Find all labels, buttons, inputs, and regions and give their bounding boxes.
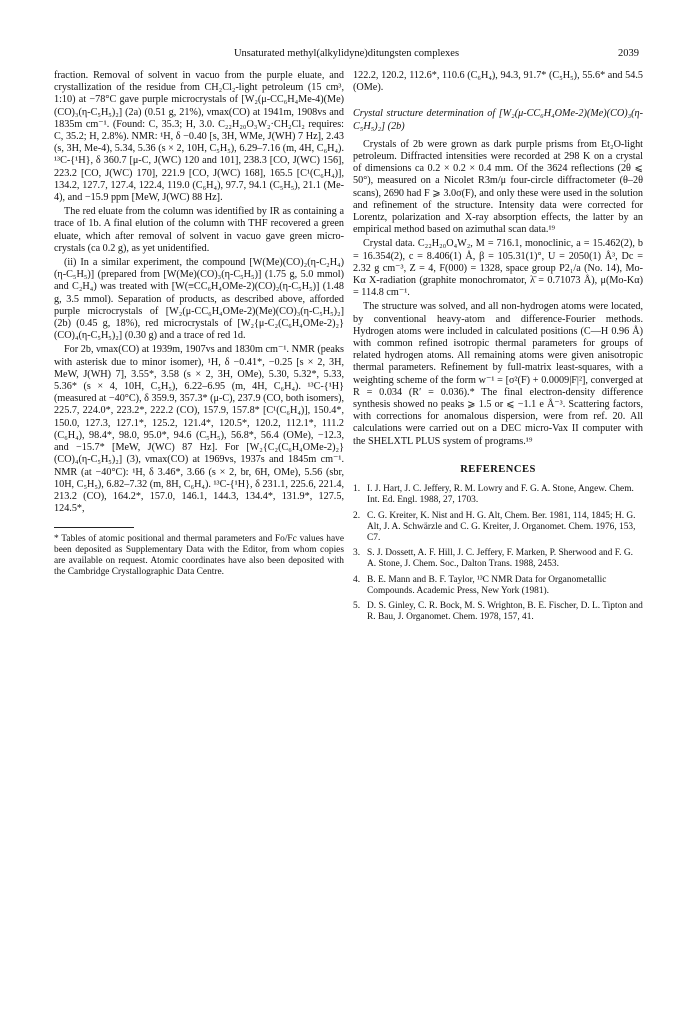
reference-item <box>353 575 643 597</box>
reference-item <box>353 548 643 570</box>
body-paragraph: (ii) In a similar experiment, the compound [W(Me)(CO)₂(η-C₂H₄)(η-C₅H₅)] (prepared from [W(Me)(CO)₃(η-C₅H₅)] (1.75 g, 5.0 mmol) and C₂H₄) was treated with [W(≡CC₆H₄OMe-2)(CO)₂(η-C₅H₅)] (1.48 g, 3.5 mmol). Separation of products, as described above, afforded purple microcrystals of [W₂(μ-CC₆H₄OMe-2)(Me)(CO)₃(η-C₅H₅)₂] (2b) (0.45 g, 18%), red microcrystals of [W₂{μ-C₂(C₆H₄OMe-2)₂}(CO)₄(η-C₅H₅)₂] (0.30 g) and a trace of red 1d. <box>54 257 344 342</box>
reference-item <box>353 601 643 623</box>
body-paragraph: 122.2, 120.2, 112.6*, 110.6 (C₆H₄), 94.3, 91.7* (C₅H₅), 55.6* and 54.5 (OMe). <box>353 70 643 94</box>
references-list <box>353 484 643 623</box>
reference-text: D. S. Ginley, C. R. Bock, M. S. Wrighton, B. E. Fischer, D. L. Tipton and R. Bau, J. Organomet. Chem. 1978, 157, 41. <box>367 600 643 623</box>
body-paragraph: fraction. Removal of solvent in vacuo from the purple eluate, and crystallization of the residue from CH₂Cl₂-light petroleum (15 cm³, 1:10) at −78°C gave purple microcrystals of [W₂(μ-CC₆H₄Me-4)(Me)(CO)₃(η-C₅H₅)₂] (2a) (0.51 g, 21%), νmax(CO) at 1941m, 1908vs and 1835m cm⁻¹. (Found: C, 35.3; H, 3.0. C₂₂H₂₀O₃W₂·CH₂Cl₂ requires: C, 35.2; H, 2.8%). NMR: ¹H, δ −0.40 [s, 3H, WMe, J(WH) 7 Hz], 2.43 (s, 3H, Me-4), 5.34, 5.36 (s × 2, 10H, C₅H₅), 6.29–7.16 (m, 4H, C₆H₄). ¹³C-{¹H}, δ 360.7 [μ-C, J(WC) 120 and 101], 238.3 [CO, J(WC) 156], 223.2 [CO, J(WC) 170], 221.9 [CO, J(WC) 168], 165.5 [C¹(C₆H₄)], 134.2, 127.7, 127.4, 122.4, 119.0 (C₆H₄), 97.7, 94.1 (C₅H₅), 21.1 (Me-4), and −15.9 ppm [MeW, J(WC) 88 Hz]. <box>54 70 344 204</box>
footnote-divider <box>54 527 134 528</box>
reference-text: C. G. Kreiter, K. Nist and H. G. Alt, Chem. Ber. 1981, 114, 1845; H. G. Alt, J. A. Schwärzle and C. G. Kreiter, J. Organomet. Chem. 1976, 153, C7. <box>367 510 636 543</box>
page-number: 2039 <box>618 48 639 59</box>
references-heading: REFERENCES <box>460 463 536 475</box>
reference-number: 5. <box>353 600 361 611</box>
reference-text: I. J. Hart, J. C. Jeffery, R. M. Lowry and F. G. A. Stone, Angew. Chem. Int. Ed. Engl. 1988, 27, 1703. <box>367 484 634 506</box>
reference-number: 4. <box>353 574 361 585</box>
footnote: * Tables of atomic positional and thermal parameters and Fo/Fc values have been deposited as Supplementary Data with the Editor, from whom copies are available on request. Atomic coordinates have also been deposited with the Cambridge Crystallographic Data Centre. <box>54 534 344 578</box>
body-paragraph: Crystal data. C₂₂H₂₀O₄W₂, M = 716.1, monoclinic, a = 15.462(2), b = 16.354(2), c = 8.406(1) Å, β = 105.31(1)°, U = 2050(1) Å³, Dc = 2.32 g cm⁻³, Z = 4, F(000) = 1328, space group P2₁/a (No. 14), Mo-Kα X-radiation (graphite monochromator, λ̄ = 0.71073 Å), μ(Mo-Kα) = 114.8 cm⁻¹. <box>353 238 643 299</box>
reference-item <box>353 511 643 545</box>
page-header <box>54 48 639 64</box>
left-column <box>54 70 344 580</box>
body-paragraph: The red eluate from the column was identified by IR as containing a trace of 1b. A final elution of the column with THF recovered a green eluate, which after removal of solvent in vacuo gave green micro-crystals (ca 0.2 g), as yet unidentified. <box>54 206 344 254</box>
body-paragraph: The structure was solved, and all non-hydrogen atoms were located, by conventional heavy-atom and difference-Fourier methods. Hydrogen atoms were included in calculated positions (C—H 0.96 Å) with common refined isotropic thermal parameters for groups of related hydrogen atoms. All remaining atoms were given anisotropic thermal parameters. Refinement by full-matrix least-squares, with a weighting scheme of the form w⁻¹ = [σ²(F) + 0.0009|F|²], converged at R = 0.034 (R′ = 0.036).* The final electron-density difference synthesis showed no peaks ⩾ 1.5 or ⩽ −1.1 e Å⁻³. Scattering factors, with corrections for anomalous dispersion, were from ref. 20. All calculations were carried out on a DEC micro-Vax II computer with the SHELXTL PLUS system of programs.¹⁹ <box>353 301 643 447</box>
reference-number: 3. <box>353 548 361 559</box>
right-column <box>353 70 643 627</box>
reference-number: 1. <box>353 484 361 495</box>
reference-number: 2. <box>353 510 361 521</box>
reference-text: B. E. Mann and B. F. Taylor, ¹³C NMR Data for Organometallic Compounds. Academic Press, New York (1981). <box>367 574 607 596</box>
section-title: Crystal structure determination of [W₂(μ-CC₆H₄OMe-2)(Me)(CO)₃(η-C₅H₅)₂] (2b) <box>353 108 643 132</box>
running-head: Unsaturated methyl(alkylidyne)ditungsten complexes <box>233 48 460 59</box>
body-paragraph: For 2b, νmax(CO) at 1939m, 1907vs and 1830m cm⁻¹. NMR (peaks with asterisk due to minor isomer), ¹H, δ −0.41*, −0.25 [s × 2, 3H, MeW, J(WH) 7], 3.55*, 3.58 (s × 2, 3H, OMe), 5.30, 5.32*, 5.33, 5.36* (s × 4, 10H, C₅H₅), 6.22–6.95 (m, 4H, C₆H₄). ¹³C-{¹H} (measured at −40°C), δ 359.9, 357.3* (μ-C), 237.9 (CO, both isomers), 225.7, 224.0*, 223.2*, 222.2 (CO), 157.9, 157.8* [C¹(C₆H₄)], 150.4*, 150.0, 127.3, 127.1*, 125.2, 121.4*, 120.5*, 120.2, 112.1*, 111.2 (C₆H₄), 98.4*, 98.0, 95.0*, 94.6 (C₅H₅), 56.8*, 56.4 (OMe), −12.3, and −15.7* [MeW, J(WC) 87 Hz]. For [W₂{C₂(C₆H₄OMe-2)₂}(CO)₄(η-C₅H₅)₂] (3), νmax(CO) at 1969vs, 1937s and 1845m cm⁻¹. NMR (at −40°C): ¹H, δ 3.46*, 3.66 (s × 2, br, 6H, OMe), 5.56 (sbr, 10H, C₅H₅), 6.82–7.32 (m, 8H, C₆H₄). ¹³C-{¹H}, δ 231.1, 225.6, 221.4, 213.2 (CO), 164.2*, 157.0, 146.1, 144.3, 134.4*, 131.9*, 127.5, 124.5*, <box>54 344 345 515</box>
reference-item <box>353 484 643 506</box>
reference-text: S. J. Dossett, A. F. Hill, J. C. Jeffery, F. Marken, P. Sherwood and F. G. A. Stone, J. Chem. Soc., Dalton Trans. 1988, 2453. <box>367 548 633 570</box>
body-paragraph: Crystals of 2b were grown as dark purple prisms from Et₂O-light petroleum. Diffracted intensities were recorded at 298 K on a crystal of dimensions ca 0.2 × 0.2 × 0.4 mm. Of the 3624 reflections (2θ ⩽ 50°), measured on a Nicolet R3m/μ four-circle diffractometer (θ–2θ scans), 2690 had F ⩾ 3.0σ(F), and only these were used in the solution and refinement of the structure. Intensity data were corrected for Lorentz, polarization and X-ray absorption effects, the latter by an empirical method based on azimuthal scan data.¹⁹ <box>353 138 643 236</box>
